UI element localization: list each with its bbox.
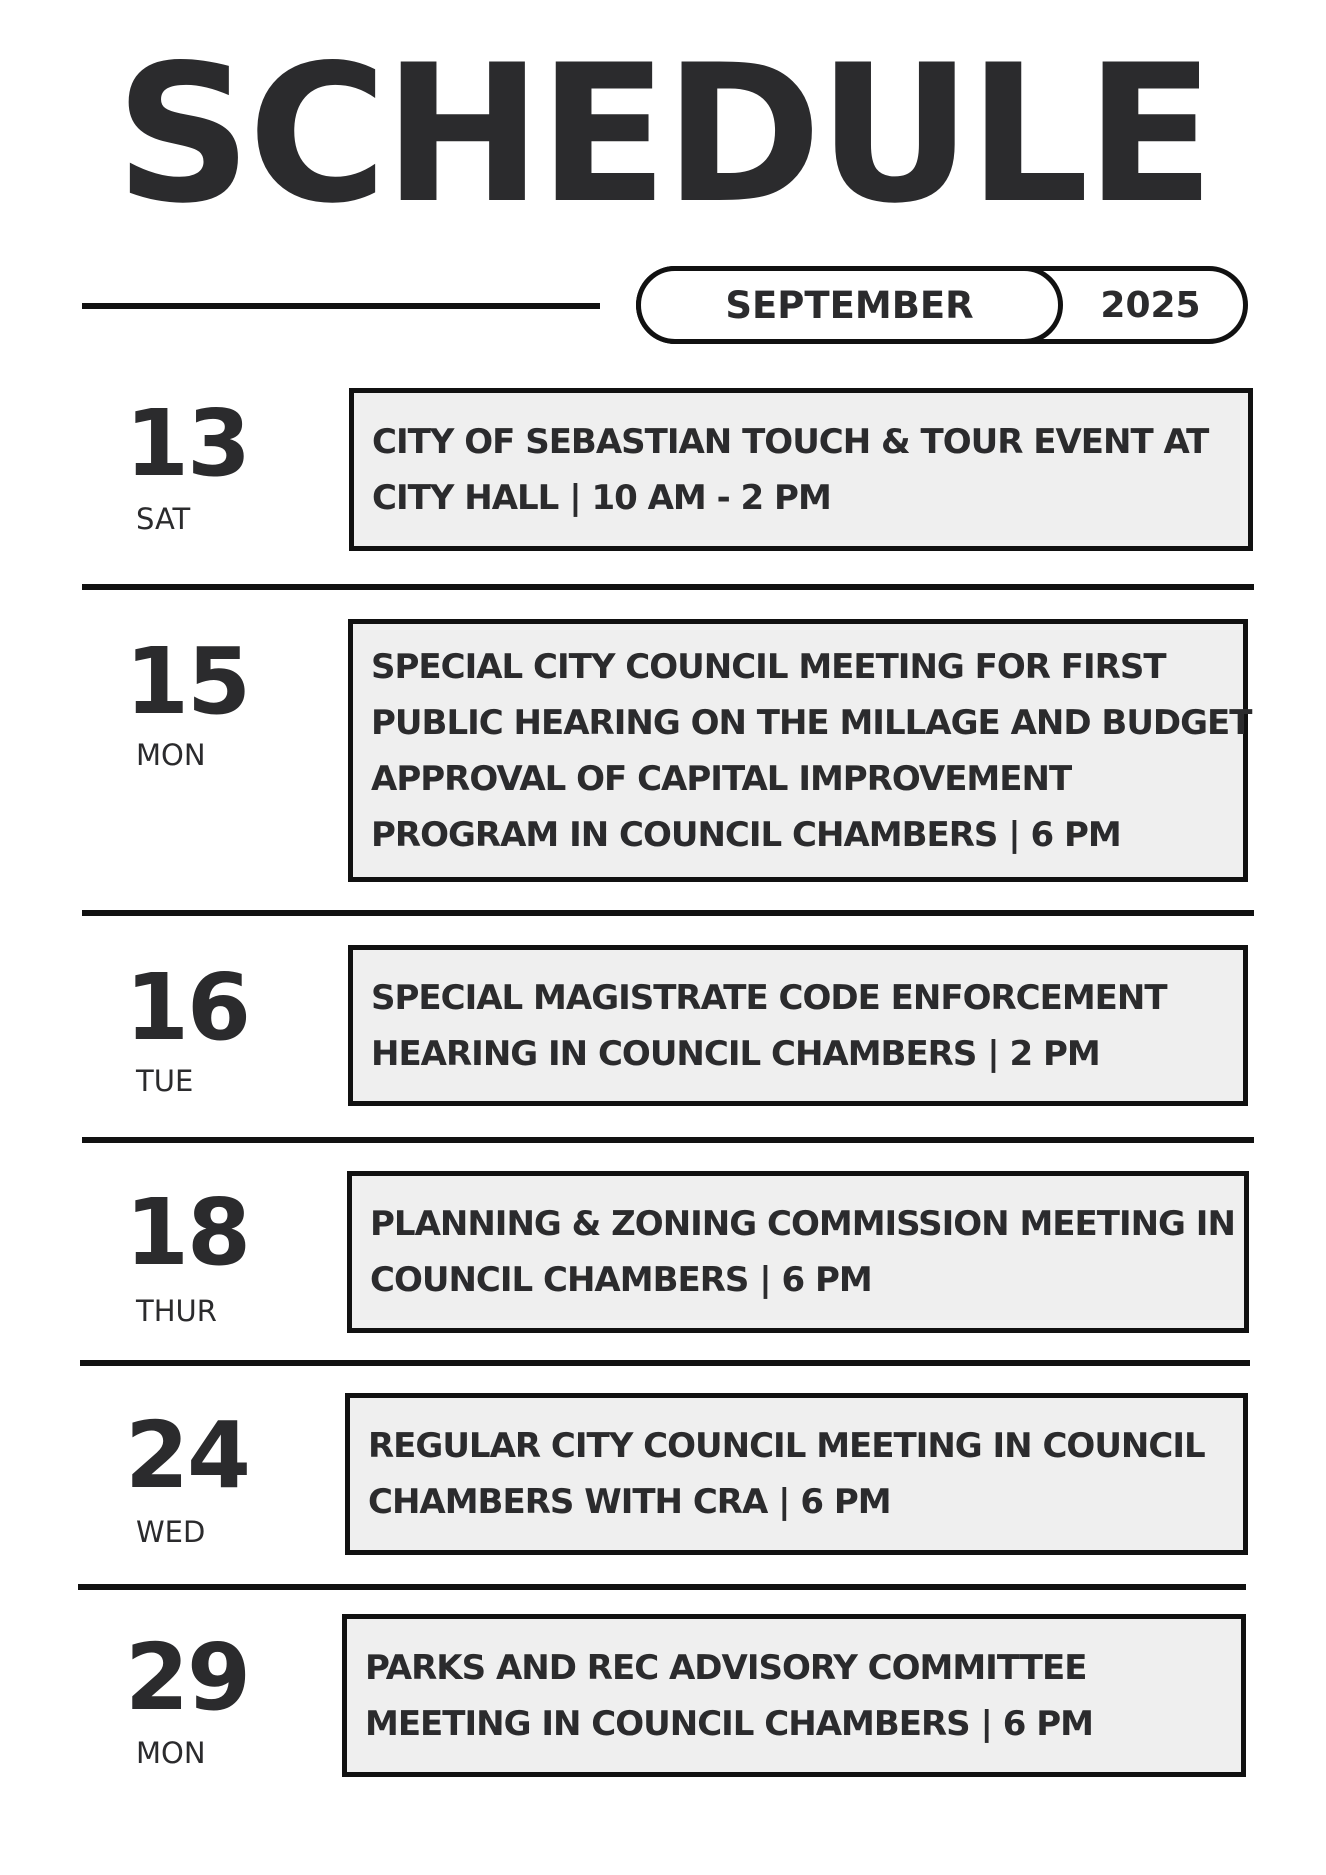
event-description: [365, 1640, 1093, 1752]
event-card: [342, 1614, 1246, 1777]
event-line: HEARING IN COUNCIL CHAMBERS | 2 PM: [371, 1033, 1100, 1074]
event-line: PARKS AND REC ADVISORY COMMITTEE: [365, 1647, 1087, 1688]
page-title: SCHEDULE: [115, 24, 1211, 245]
event-line: REGULAR CITY COUNCIL MEETING IN COUNCIL: [368, 1426, 1205, 1466]
event-description: [370, 1196, 1235, 1308]
event-weekday: SAT: [136, 502, 191, 536]
event-line: PUBLIC HEARING ON THE MILLAGE AND BUDGET: [371, 702, 1252, 743]
event-card: [349, 388, 1253, 551]
event-description: [371, 639, 1251, 863]
event-line: MEETING IN COUNCIL CHAMBERS | 6 PM: [365, 1703, 1093, 1744]
row-divider: [78, 1584, 1246, 1590]
event-day-number: 24: [125, 1402, 250, 1509]
row-divider: [82, 910, 1254, 916]
event-day-number: 16: [125, 954, 250, 1061]
event-weekday: MON: [136, 738, 206, 772]
year-label: 2025: [1100, 284, 1201, 326]
event-line: SPECIAL CITY COUNCIL MEETING FOR FIRST: [371, 646, 1166, 687]
header-rule: [82, 303, 600, 309]
event-weekday: THUR: [136, 1294, 217, 1328]
event-card: [347, 1171, 1249, 1333]
event-weekday: TUE: [136, 1064, 194, 1098]
event-line: CITY OF SEBASTIAN TOUCH & TOUR EVENT AT: [372, 421, 1209, 462]
event-weekday: MON: [136, 1736, 206, 1770]
event-line: PROGRAM IN COUNCIL CHAMBERS | 6 PM: [371, 814, 1121, 855]
month-label: SEPTEMBER: [636, 266, 1063, 344]
event-day-number: 29: [125, 1624, 250, 1731]
event-line: APPROVAL OF CAPITAL IMPROVEMENT: [371, 758, 1072, 799]
event-line: CHAMBERS WITH CRA | 6 PM: [368, 1482, 891, 1522]
event-day-number: 13: [125, 390, 250, 497]
event-day-number: 18: [125, 1179, 250, 1286]
row-divider: [82, 584, 1254, 590]
event-description: [368, 1418, 1205, 1530]
event-day-number: 15: [125, 628, 250, 735]
event-description: [371, 970, 1167, 1082]
event-card: [348, 945, 1248, 1106]
event-description: [372, 414, 1208, 526]
row-divider: [80, 1360, 1250, 1366]
row-divider: [82, 1137, 1254, 1143]
event-card: [345, 1393, 1248, 1555]
event-card: [348, 619, 1252, 882]
event-line: CITY HALL | 10 AM - 2 PM: [372, 477, 831, 518]
date-pill: [636, 266, 1248, 344]
event-line: COUNCIL CHAMBERS | 6 PM: [370, 1260, 872, 1300]
event-line: SPECIAL MAGISTRATE CODE ENFORCEMENT: [371, 977, 1167, 1018]
event-line: PLANNING & ZONING COMMISSION MEETING IN: [370, 1204, 1235, 1244]
event-weekday: WED: [136, 1515, 206, 1549]
